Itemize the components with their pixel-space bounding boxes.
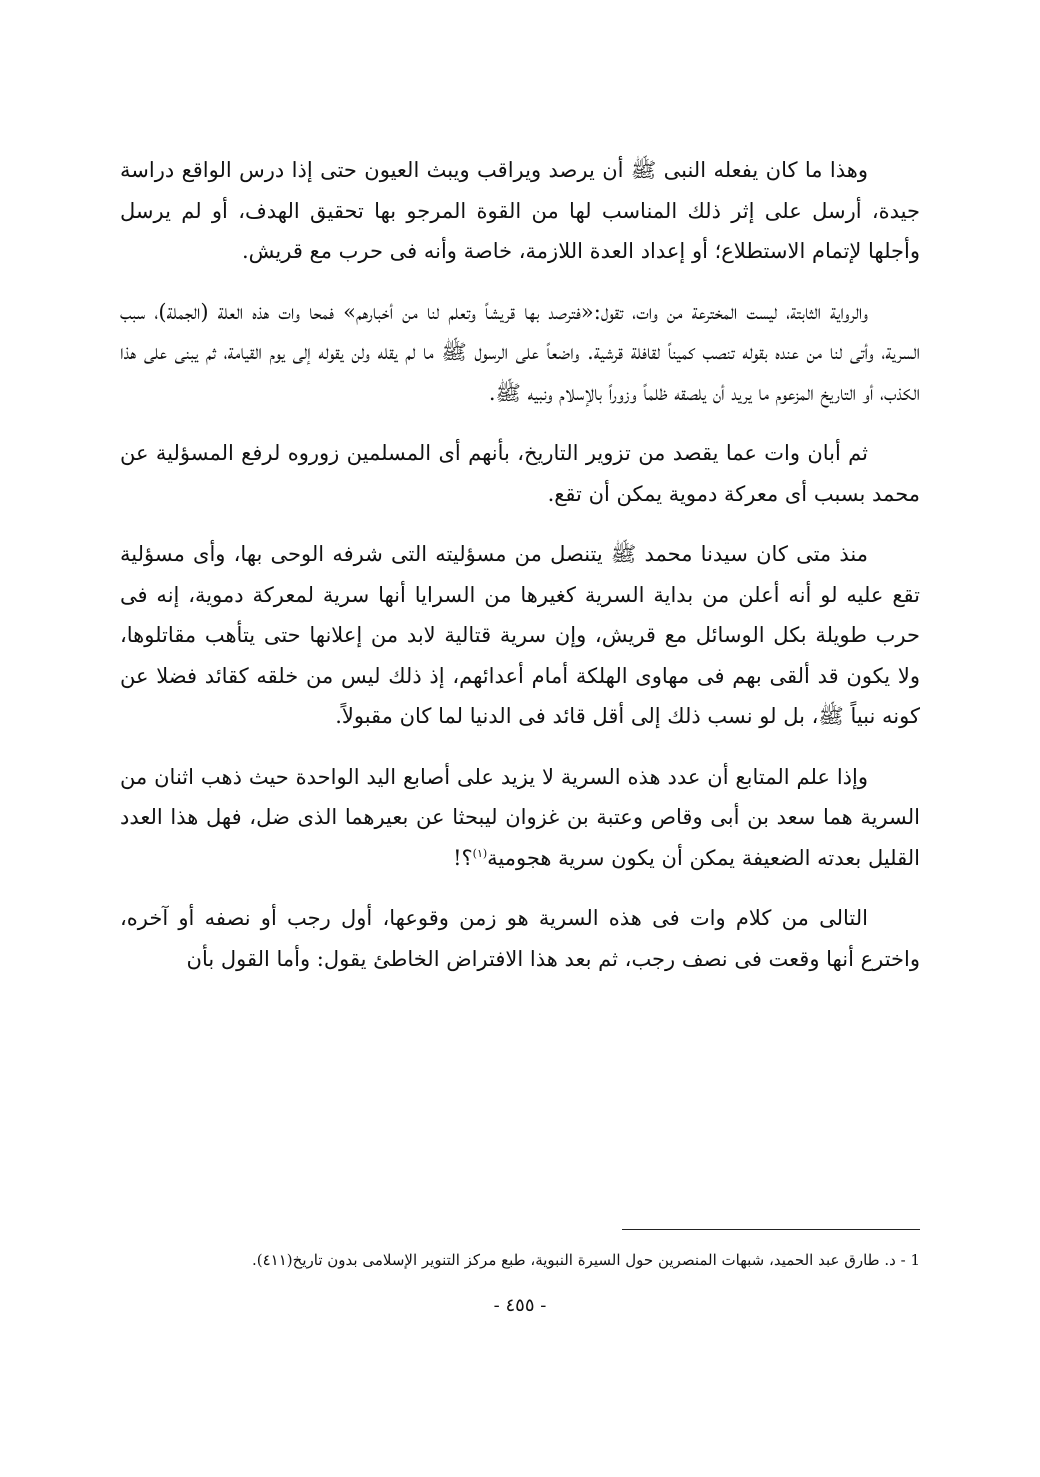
footnote: 1 - د. طارق عبد الحميد، شبهات المنصرين حول السيرة النبوية، طبع مركز التنوير الإسلامى بدون تاريخ(٤١١).	[252, 1251, 920, 1269]
paragraph-3: ثم أبان وات عما يقصد من تزوير التاريخ، بأنهم أى المسلمين زوروه لرفع المسؤلية عن محمد بسبب أى معركة دموية يمكن أن تقع.	[120, 441, 920, 506]
paragraph-2: والرواية الثابتة، ليست المخترعة من وات، تقول:«فترصد بها قريشاً وتعلم لنا من أخبارهم» فمحا وات هذه العلة (الجملة)، سبب السرية، وأتى لنا من عنده بقوله تنصب كميناً لقافلة قرشية. واضعاً على الرسول ﷺ ما لم يقله ولن يقوله إلى يوم القيامة، ثم يبنى على هذا الكذب، أو التاريخ المزعوم ما يريد أن يلصقه ظلماً وزوراً بالإسلام ونبيه ﷺ.	[120, 299, 920, 405]
main-text	[120, 150, 920, 999]
page-number: - ٤٥٥ -	[493, 1295, 547, 1316]
footnote-reference: (١)	[472, 846, 488, 860]
paragraph-1: وهذا ما كان يفعله النبى ﷺ أن يرصد ويراقب ويبث العيون حتى إذا درس الواقع دراسة جيدة، أرسل على إثر ذلك المناسب لها من القوة المرجو بها تحقيق الهدف، أو لم يرسل وأجلها لإتمام الاستطلاع؛ أو إعداد العدة اللازمة، خاصة وأنه فى حرب مع قريش.	[120, 158, 920, 263]
paragraph-4: منذ متى كان سيدنا محمد ﷺ يتنصل من مسؤليته التى شرفه الوحى بها، وأى مسؤلية تقع عليه لو أنه أعلن من بداية السرية كغيرها من السرايا أنها سرية لمعركة دموية، إنه فى حرب طويلة بكل الوسائل مع قريش، وإن سرية قتالية لابد من إعلانها حتى يتأهب مقاتلوها، ولا يكون قد ألقى بهم فى مهاوى الهلكة أمام أعدائهم، إذ ذلك ليس من خلقه كقائد فضلا عن كونه نبياً ﷺ، بل لو نسب ذلك إلى أقل قائد فى الدنيا لما كان مقبولاً.	[120, 542, 920, 728]
paragraph-6: التالى من كلام وات فى هذه السرية هو زمن وقوعها، أول رجب أو نصفه أو آخره، واخترع أنها وقعت فى نصف رجب، ثم بعد هذا الافتراض الخاطئ يقول: وأما القول بأن	[120, 906, 920, 971]
paragraph-5	[120, 757, 920, 879]
paragraph-5-ending: ؟!	[453, 845, 473, 870]
paragraph-5-text: وإذا علم المتابع أن عدد هذه السرية لا يزيد على أصابع اليد الواحدة حيث ذهب اثنان من السرية هما سعد بن أبى وقاص وعتبة بن غزوان ليبحثا عن بعيرهما الذى ضل، فهل هذا العدد القليل بعدته الضعيفة يمكن أن يكون سرية هجومية	[120, 764, 920, 870]
footnote-divider	[622, 1229, 920, 1230]
